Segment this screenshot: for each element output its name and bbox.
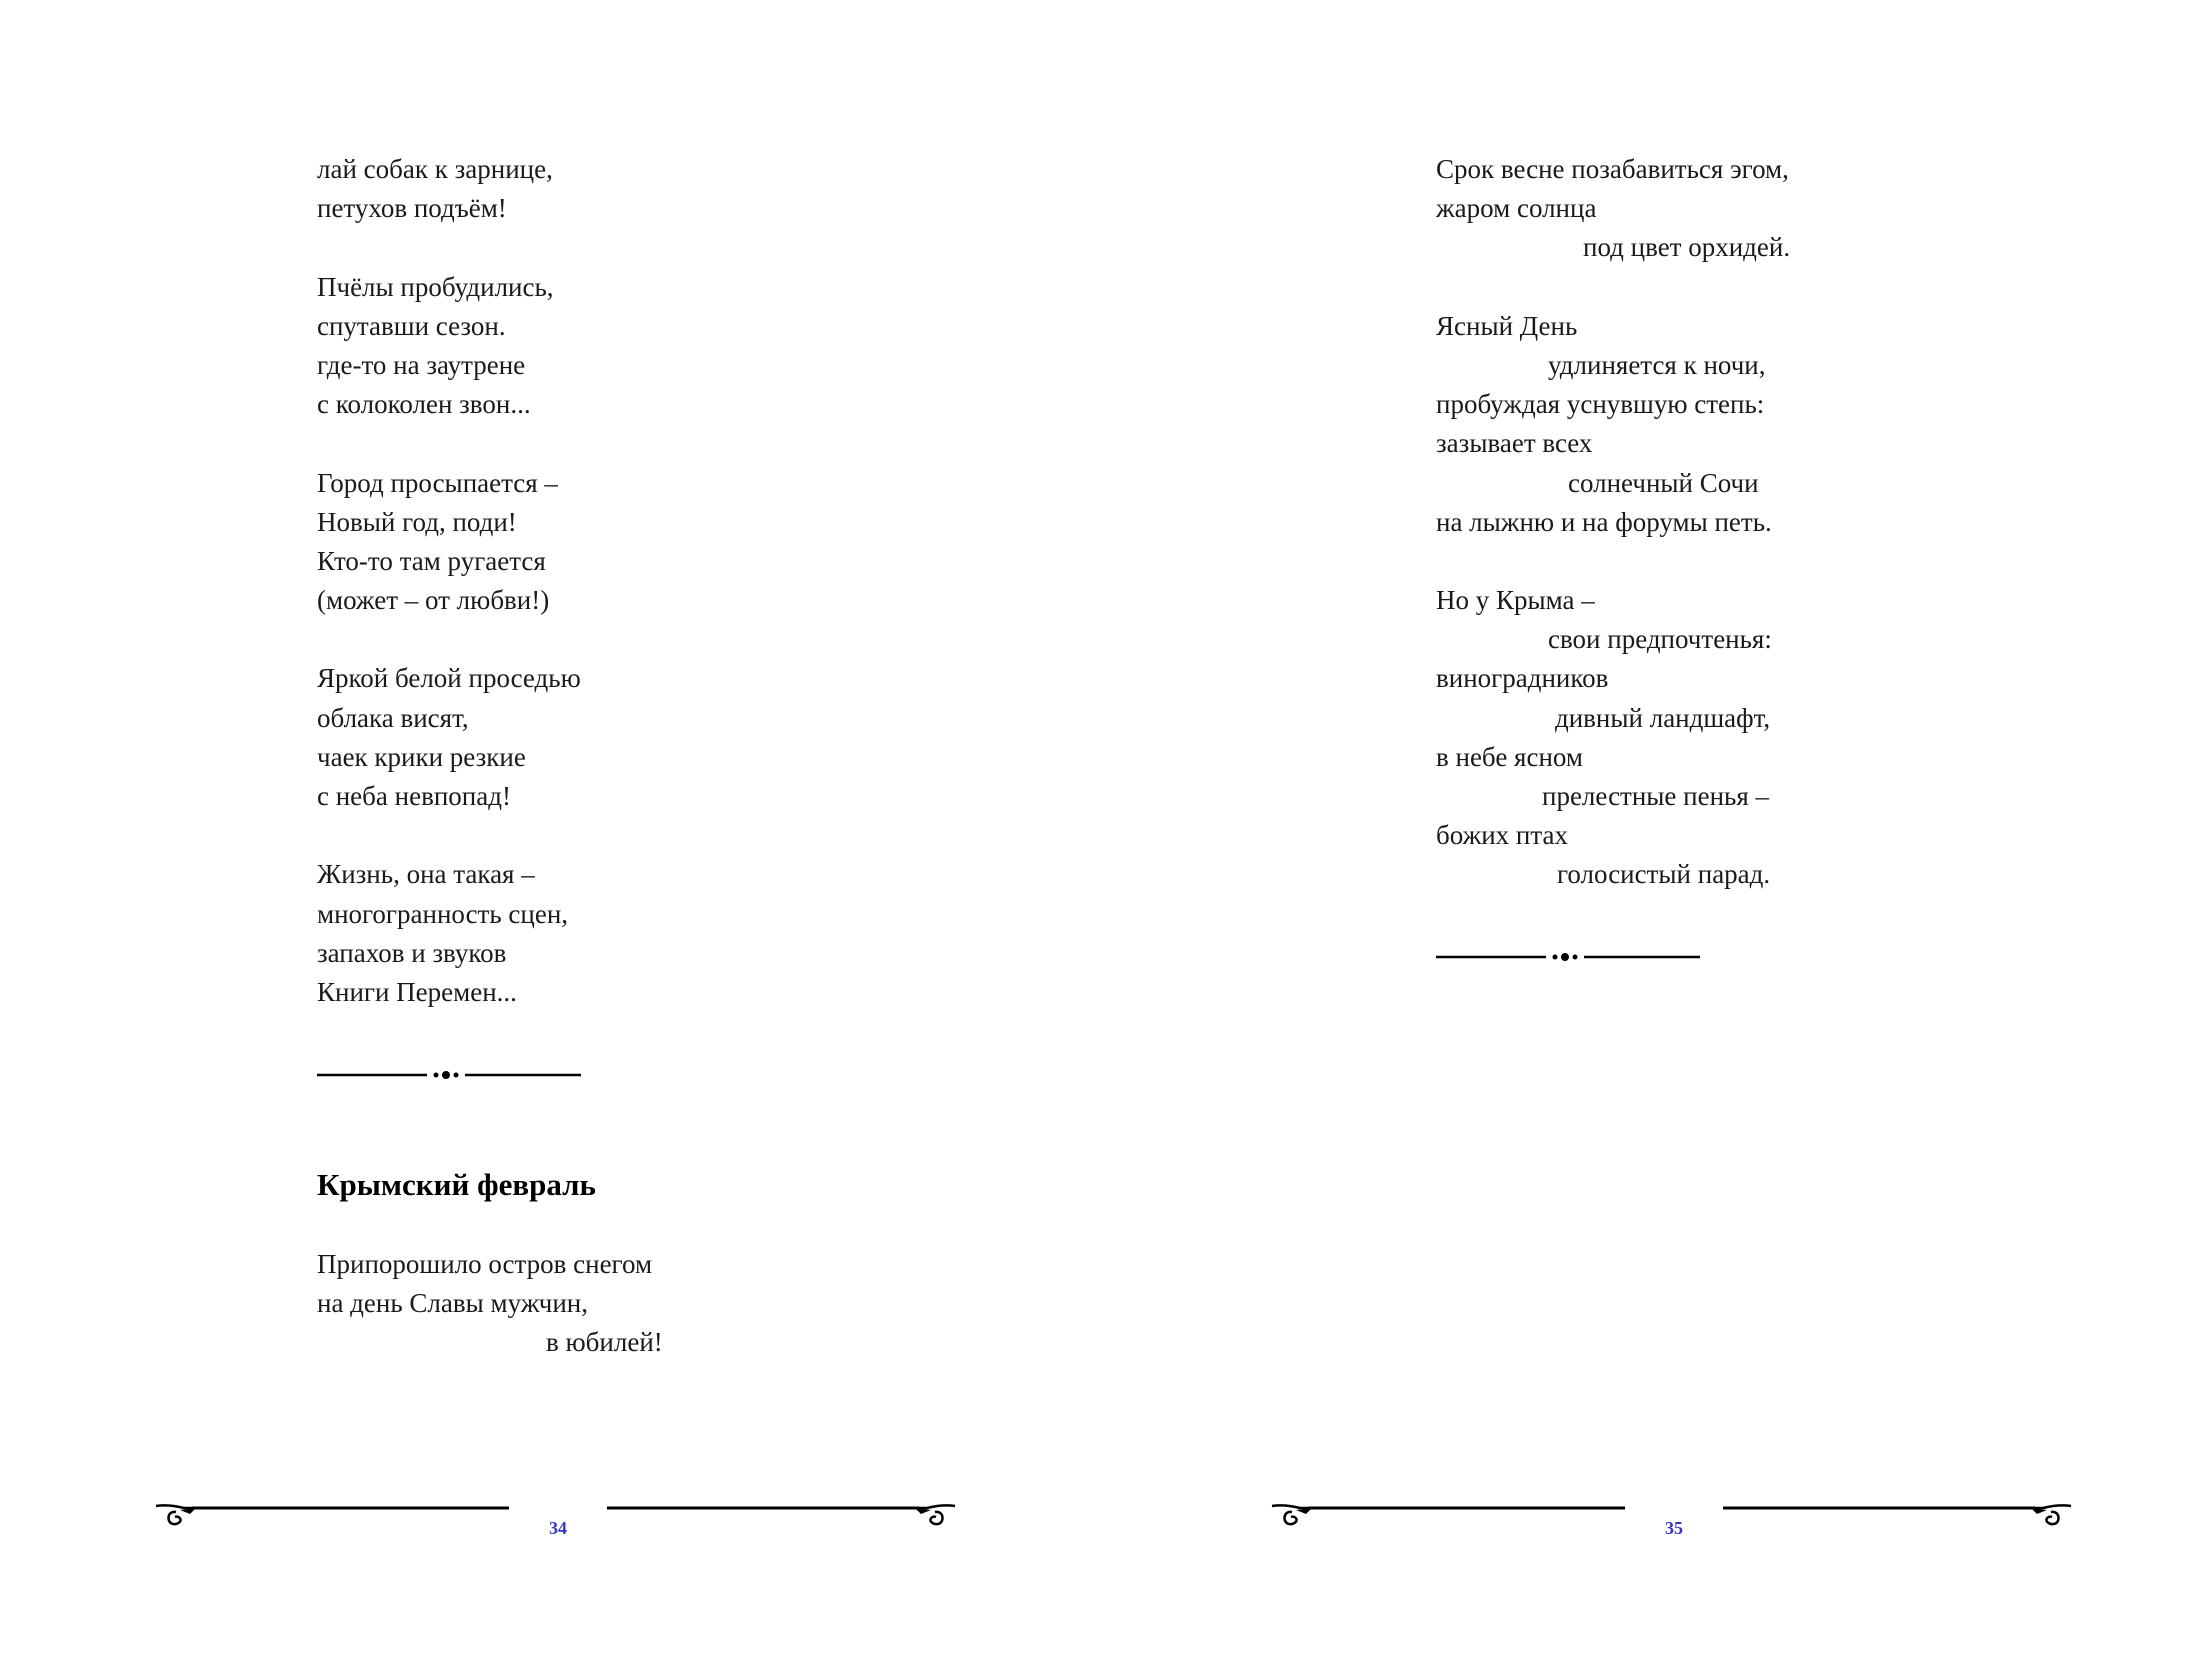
dot-divider-icon [317, 1068, 581, 1082]
verse-line: с неба невпопад! [317, 781, 511, 811]
verse-line: божих птах [1436, 820, 1568, 851]
verse-line: виноградников [1436, 663, 1609, 694]
verse-line: Новый год, поди! [317, 506, 517, 537]
verse-line: голосистый парад. [1557, 859, 1771, 890]
page-number: 34 [549, 1518, 567, 1538]
verse-line: чаек крики резкие [317, 741, 526, 772]
verse-line: свои предпочтенья: [1548, 624, 1772, 655]
verse-line: Пчёлы пробудились, [317, 271, 554, 302]
right-poem-continuation [1436, 150, 1790, 895]
verse-line: запахов и звуков [317, 937, 507, 968]
verse-line: под цвет орхидей. [1583, 232, 1791, 263]
verse-line: где-то на заутрене [317, 349, 526, 380]
verse-line: Книги Перемен... [317, 976, 517, 1007]
verse-line: пробуждая уснувшую степь: [1436, 389, 1765, 420]
verse-line: зазывает всех [1436, 428, 1593, 459]
right-page [1102, 0, 2205, 1654]
left-poem-continuation [317, 150, 581, 1012]
verse-line: на лыжню и на форумы петь. [1436, 506, 1772, 537]
verse-line: Город просыпается – [317, 467, 558, 498]
verse-line: с колоколен звон... [317, 389, 531, 420]
verse-line: солнечный Сочи [1568, 467, 1759, 498]
page-footer [1270, 1500, 2073, 1540]
verse-line: Кто-то там ругается [317, 545, 546, 576]
verse-line: Жизнь, она такая – [317, 859, 535, 890]
verse-line: Но у Крыма – [1436, 585, 1595, 616]
verse-line: в юбилей! [546, 1327, 663, 1358]
page-footer [154, 1500, 957, 1540]
poem-body [317, 1245, 663, 1363]
verse-line: удлиняется к ночи, [1548, 349, 1766, 380]
verse-line: спутавши сезон. [317, 310, 506, 341]
verse-line: облака висят, [317, 702, 469, 733]
verse-line: Срок весне позабавиться эгом, [1436, 154, 1789, 184]
verse-line: дивный ландшафт, [1555, 702, 1771, 733]
verse-line: на день Славы мужчин, [317, 1288, 588, 1319]
poem-title: Крымский февраль [317, 1167, 596, 1202]
verse-line: в небе ясном [1436, 741, 1583, 772]
verse-line: Яркой белой проседью [317, 663, 581, 694]
verse-line: Ясный День [1436, 310, 1578, 341]
verse-line: лай собак к зарнице, [317, 154, 553, 184]
verse-line: петухов подъём! [317, 193, 507, 224]
verse-line: многогранность сцен, [317, 898, 569, 929]
verse-line: прелестные пенья – [1542, 781, 1770, 811]
verse-line: (может – от любви!) [317, 585, 550, 616]
left-page [0, 0, 1102, 1654]
verse-line: Припорошило остров снегом [317, 1249, 653, 1279]
verse-line: жаром солнца [1436, 193, 1597, 224]
dot-divider-icon [1436, 950, 1700, 964]
page-number: 35 [1665, 1518, 1683, 1538]
